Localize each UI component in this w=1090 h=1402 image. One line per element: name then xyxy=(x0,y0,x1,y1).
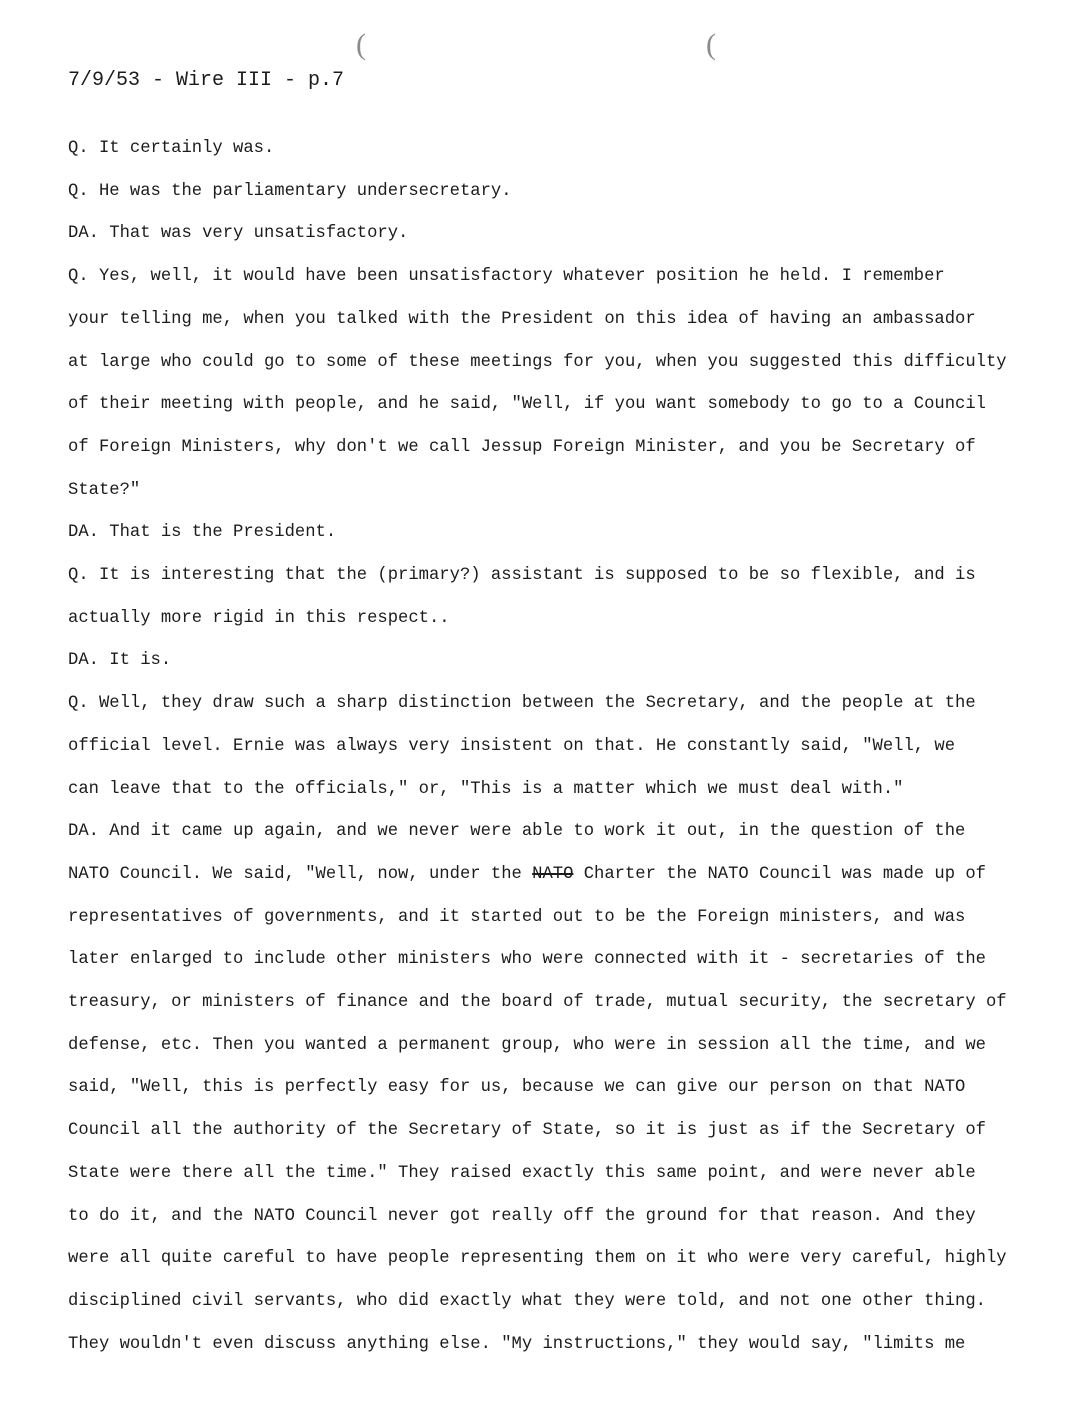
transcript-line: Council all the authority of the Secretary of State, so it is just as if the Secretary of xyxy=(68,1121,986,1141)
transcript-line: Q. It certainly was. xyxy=(68,139,275,158)
punch-hole-mark-right: ( xyxy=(706,28,716,61)
transcript-line: your telling me, when you talked with the President on this idea of having an ambassador xyxy=(68,309,976,329)
transcript-line: can leave that to the officials," or, "This is a matter which we must deal with." xyxy=(68,779,904,799)
transcript-line: treasury, or ministers of finance and the board of trade, mutual security, the secretary of xyxy=(68,993,1007,1013)
transcript-line-nato xyxy=(68,854,1058,897)
transcript-line: of Foreign Ministers, why don't we call Jessup Foreign Minister, and you be Secretary of xyxy=(68,437,976,457)
transcript-line: to do it, and the NATO Council never got really off the ground for that reason. And they xyxy=(68,1206,976,1226)
transcript-line: Q. Yes, well, it would have been unsatisfactory whatever position he held. I remember xyxy=(68,267,945,287)
transcript-body xyxy=(68,128,1058,1366)
transcript-line: State?" xyxy=(68,480,141,500)
punch-hole-mark-left: ( xyxy=(356,28,366,61)
transcript-line: disciplined civil servants, who did exactly what they were told, and not one other thing. xyxy=(68,1291,986,1311)
transcript-line: were all quite careful to have people representing them on it who were very careful, highly xyxy=(68,1249,1007,1269)
transcript-line: actually more rigid in this respect.. xyxy=(68,608,450,628)
transcript-line: said, "Well, this is perfectly easy for us, because we can give our person on that NATO xyxy=(68,1078,966,1098)
nato-line-before: NATO Council. We said, "Well, now, under the xyxy=(68,864,533,884)
transcript-line: DA. That was very unsatisfactory. xyxy=(68,224,409,244)
transcript-line: They wouldn't even discuss anything else. "My instructions," they would say, "limits me xyxy=(68,1334,966,1354)
page-header: 7/9/53 - Wire III - p.7 xyxy=(68,69,345,92)
transcript-line: DA. It is. xyxy=(68,651,172,671)
transcript-line: Q. Well, they draw such a sharp distinction between the Secretary, and the people at the xyxy=(68,694,976,714)
transcript-line: DA. And it came up again, and we never were able to work it out, in the question of the xyxy=(68,822,966,842)
transcript-line: at large who could go to some of these meetings for you, when you suggested this difficulty xyxy=(68,352,1007,372)
transcript-line: DA. That is the President. xyxy=(68,523,337,543)
transcript-line: Q. It is interesting that the (primary?) assistant is supposed to be so flexible, and is xyxy=(68,566,976,586)
transcript-line: later enlarged to include other ministers who were connected with it - secretaries of the xyxy=(68,950,986,970)
nato-line-after: Charter the NATO Council was made up of xyxy=(573,864,986,884)
transcript-line: State were there all the time." They raised exactly this same point, and were never able xyxy=(68,1163,976,1183)
transcript-line: representatives of governments, and it started out to be the Foreign ministers, and was xyxy=(68,907,966,927)
transcript-line: official level. Ernie was always very insistent on that. He constantly said, "Well, we xyxy=(68,736,956,756)
transcript-line: defense, etc. Then you wanted a permanent group, who were in session all the time, and we xyxy=(68,1035,986,1055)
transcript-line: of their meeting with people, and he said, "Well, if you want somebody to go to a Council xyxy=(68,395,986,415)
struck-out-word: NATO xyxy=(532,864,574,884)
transcript-line: Q. He was the parliamentary undersecretary. xyxy=(68,181,512,201)
